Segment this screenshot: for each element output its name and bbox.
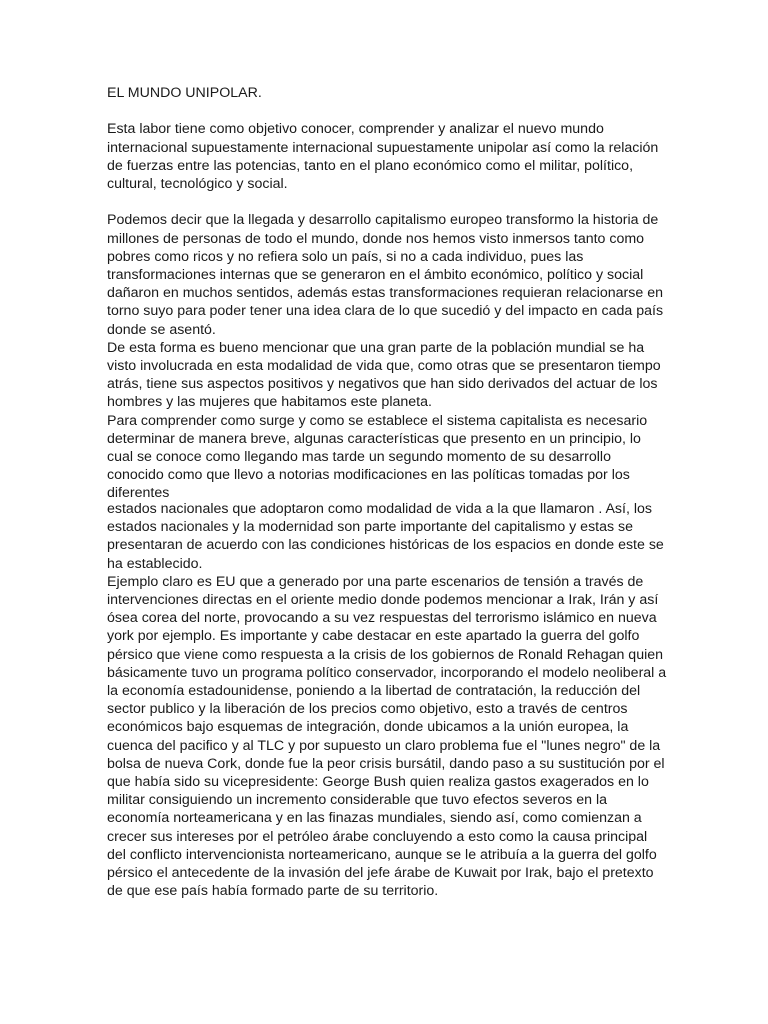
paragraph-capitalism: Podemos decir que la llegada y desarrollo capitalismo europeo transformo la historia de millones de personas de todo el mundo, donde nos hemos visto inmersos tanto como pobres como ricos y no refiera solo un país, si no a cada individuo, pues las transformaciones internas que se generaron en el ámbito económico, político y social dañaron en muchos sentidos, además estas transformaciones requieran relacionarse en torno suyo para poder tener una idea clara de lo que sucedió y del impacto en cada país donde se asentó.: [107, 212, 664, 338]
document-title: EL MUNDO UNIPOLAR.: [107, 85, 262, 101]
document-bottom-section: [107, 500, 667, 900]
paragraph-example-eu: Ejemplo claro es EU que a generado por una parte escenarios de tensión a través de intervenciones directas en el oriente medio donde podemos mencionar a Irak, Irán y así ósea corea del norte, provocando a su vez respuestas del terrorismo islámico en nueva york por ejemplo. Es importante y cabe destacar en este apartado la guerra del golfo pérsico que viene como respuesta a la crisis de los gobiernos de Ronald Rehagan quien básicamente tuvo un programa político conservador, incorporando el modelo neoliberal a la economía estadounidense, poniendo a la libertad de contratación, la reducción del sector publico y la liberación de los precios como objetivo, esto a través de centros económicos bajo esquemas de integración, donde ubicamos a la unión europea, la cuenca del pacifico y al TLC y por supuesto un claro problema fue el "lunes negro" de la bolsa de nueva Cork, donde fue la peor crisis bursátil, dando paso a su sustitución por el que había sido su vicepresidente: George Bush quien realiza gastos exagerados en lo militar consiguiendo un incremento considerable que tuvo efectos severos en la economía norteamericana y en las finazas mundiales, siendo así, como comienzan a crecer sus intereses por el petróleo árabe concluyendo a esto como la causa principal del conflicto intervencionista norteamericano, aunque se le atribuía a la guerra del golfo pérsico el antecedente de la invasión del jefe árabe de Kuwait por Irak, bajo el pretexto de que ese país había formado parte de su territorio.: [107, 573, 667, 900]
intro-paragraph: Esta labor tiene como objetivo conocer, comprender y analizar el nuevo mundo internacional supuestamente internacional supuestamente unipolar así como la relación de fuerzas entre las potencias, tanto en el plano económico como el militar, político, cultural, tecnológico y social.: [107, 121, 659, 192]
spacer: [107, 193, 667, 211]
paragraph-population: De esta forma es bueno mencionar que una gran parte de la población mundial se ha visto involucrada en esta modalidad de vida que, como otras que se presentaron tiempo atrás, tiene sus aspectos positivos y negativos que han sido derivados del actuar de los hombres y las mujeres que habitamos este planeta.: [107, 339, 661, 411]
spacer: [107, 102, 667, 120]
body-paragraphs-top: [107, 211, 667, 502]
paragraph-national-states: estados nacionales que adoptaron como modalidad de vida a la que llamaron . Así, los estados nacionales y la modernidad son parte importante del capitalismo y estas se presentaran de acuerdo con las condiciones históricas de los espacios en donde este se ha establecido.: [107, 501, 664, 572]
paragraph-system: Para comprender como surge y como se establece el sistema capitalista es necesario determinar de manera breve, algunas características que presento en un principio, lo cual se conoce como llegando mas tarde un segundo momento de su desarrollo conocido como que llevo a notorias modificaciones en las políticas tomadas por los diferentes: [107, 412, 648, 502]
document-top-section: [107, 84, 667, 503]
